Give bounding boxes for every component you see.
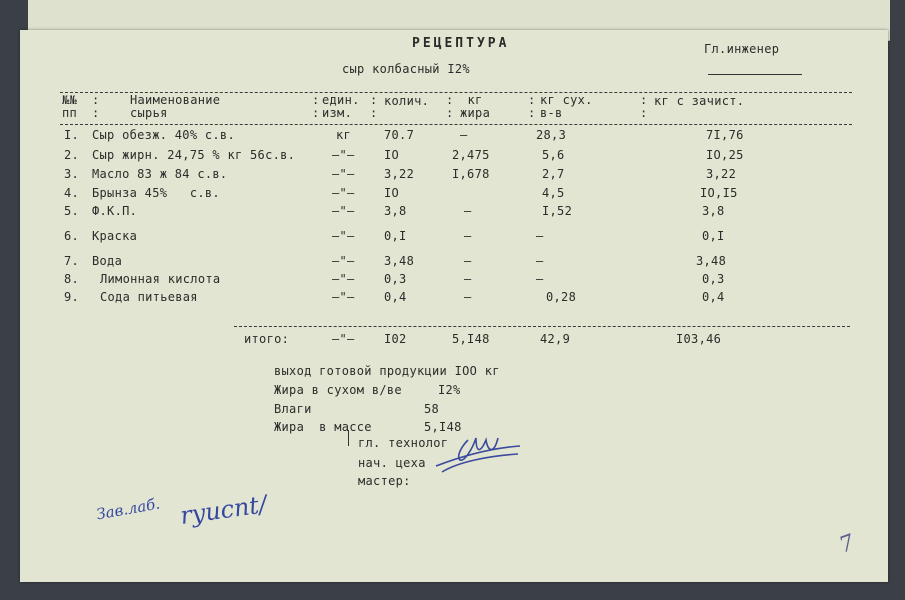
row-net: 3,48 [696, 254, 727, 268]
row-qty: 0,4 [384, 290, 407, 304]
row-net: 7I,76 [706, 128, 744, 142]
row-unit: –"– [332, 229, 355, 243]
row-fat: – [464, 254, 472, 268]
row-name: Краска [92, 229, 138, 243]
row-fat: 2,475 [452, 148, 490, 162]
col-header-sep-4: : : [446, 93, 454, 120]
row-unit: –"– [332, 254, 355, 268]
row-dry: – [536, 272, 544, 286]
document-title: РЕЦЕПТУРА [412, 36, 510, 51]
row-name: Ф.К.П. [92, 204, 138, 218]
technologist-label: гл. технолог [358, 436, 449, 450]
col-header-net: кг с зачист. [654, 94, 745, 108]
row-fat: – [464, 290, 472, 304]
approver-label: Гл.инженер [704, 42, 780, 56]
row-name: Сода питьевая [100, 290, 198, 304]
row-fat: – [464, 229, 472, 243]
col-header-unit: един. изм. [322, 93, 360, 120]
total-qty: I02 [384, 332, 407, 346]
document-page [20, 30, 888, 582]
row-qty: 0,I [384, 229, 407, 243]
col-header-name: Наименование сырья [130, 93, 221, 120]
lab-head-signature: ryucnt/ [178, 490, 269, 530]
yield-text: выход готовой продукции IOO кг [274, 364, 500, 378]
row-dry: 28,3 [536, 128, 567, 142]
row-dry: 4,5 [542, 186, 565, 200]
row-unit: –"– [332, 204, 355, 218]
row-net: 3,8 [702, 204, 725, 218]
row-qty: 3,48 [384, 254, 415, 268]
row-dry: 0,28 [546, 290, 577, 304]
approver-signature-line [708, 74, 802, 75]
row-num: 9. [64, 290, 80, 304]
row-num: 4. [64, 186, 80, 200]
fat-mass-label: Жира в массе [274, 420, 372, 434]
shop-head-label: нач. цеха [358, 456, 426, 470]
row-num: 5. [64, 204, 80, 218]
row-qty: IO [384, 148, 400, 162]
row-num: 7. [64, 254, 80, 268]
row-num: 2. [64, 148, 80, 162]
row-name: Сыр обезж. 40% с.в. [92, 128, 235, 142]
row-name: Брынза 45% с.в. [92, 186, 220, 200]
col-header-fat: кг жира [460, 93, 491, 120]
row-unit: –"– [332, 167, 355, 181]
col-header-sep-6: : : [640, 93, 648, 120]
moisture-label: Влаги [274, 402, 312, 416]
row-net: IO,I5 [700, 186, 738, 200]
row-dry: – [536, 254, 544, 268]
row-unit: –"– [332, 290, 355, 304]
document-subtitle: сыр колбасный I2% [342, 62, 470, 76]
row-qty: 0,3 [384, 272, 407, 286]
row-num: 8. [64, 272, 80, 286]
row-unit: –"– [332, 272, 355, 286]
fat-mass-value: 5,I48 [424, 420, 462, 434]
technologist-signature [432, 426, 524, 474]
row-dry: 2,7 [542, 167, 565, 181]
row-qty: IO [384, 186, 400, 200]
total-fat: 5,I48 [452, 332, 490, 346]
fat-dry-value: I2% [438, 383, 461, 397]
col-header-sep-1: : : [92, 93, 100, 120]
row-net: 0,4 [702, 290, 725, 304]
row-qty: 70.7 [384, 128, 415, 142]
col-header-sep-2: : : [312, 93, 320, 120]
row-qty: 3,8 [384, 204, 407, 218]
row-name: Вода [92, 254, 123, 268]
row-fat: I,678 [452, 167, 490, 181]
row-unit: –"– [332, 148, 355, 162]
row-net: IO,25 [706, 148, 744, 162]
col-header-sep-3: : : [370, 93, 378, 120]
moisture-value: 58 [424, 402, 440, 416]
row-dry: I,52 [542, 204, 573, 218]
row-name: Масло 83 ж 84 с.в. [92, 167, 228, 181]
total-unit: –"– [332, 332, 355, 346]
signature-bracket [348, 430, 349, 446]
total-net: I03,46 [676, 332, 722, 346]
row-net: 0,I [702, 229, 725, 243]
row-name: Сыр жирн. 24,75 % кг 56с.в. [92, 148, 296, 162]
row-dry: – [536, 229, 544, 243]
row-net: 0,3 [702, 272, 725, 286]
row-num: 3. [64, 167, 80, 181]
total-dry: 42,9 [540, 332, 571, 346]
col-header-dry: кг сух. в-в [540, 93, 593, 120]
row-net: 3,22 [706, 167, 737, 181]
row-fat: – [464, 204, 472, 218]
master-label: мастер: [358, 474, 411, 488]
header-rule-bottom [60, 124, 852, 125]
col-header-qty: колич. [384, 94, 430, 108]
row-fat: – [460, 128, 468, 142]
col-header-sep-5: : : [528, 93, 536, 120]
lab-head-label: Зав.лаб. [94, 494, 162, 524]
row-qty: 3,22 [384, 167, 415, 181]
row-fat: – [464, 272, 472, 286]
row-num: 6. [64, 229, 80, 243]
row-name: Лимонная кислота [100, 272, 221, 286]
total-rule [234, 326, 850, 327]
total-label: итого: [244, 332, 290, 346]
row-num: I. [64, 128, 80, 142]
row-unit: –"– [332, 186, 355, 200]
row-dry: 5,6 [542, 148, 565, 162]
fat-dry-label: Жира в сухом в/ве [274, 383, 402, 397]
row-unit: кг [336, 128, 352, 142]
col-header-num: №№ пп [62, 93, 78, 120]
page-number-mark: 7 [836, 530, 858, 559]
